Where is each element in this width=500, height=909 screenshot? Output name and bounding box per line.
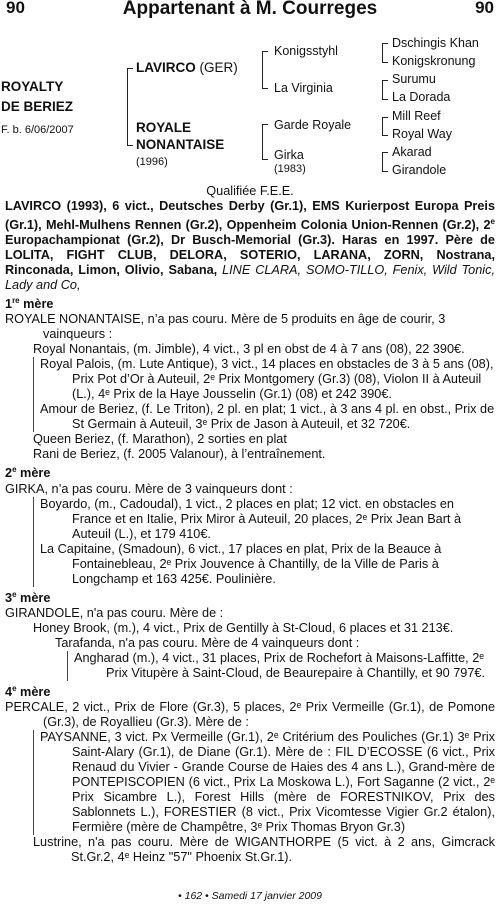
- produce-1: Royal Nonantais, (m. Jimble), 4 vict., 3 pl en obst de 4 à 7 ans (08), 22 390€.: [33, 342, 465, 357]
- bracket-dam-parents: [262, 124, 268, 160]
- first-dam-intro: ROYALE NONANTAISE, n’a pas couru. Mère de 5 produits en âge de courir, 3 vainqueurs :: [5, 312, 446, 342]
- m2-num: 2: [5, 466, 13, 481]
- bracket-sire-dam: [127, 68, 133, 146]
- sire-name: [136, 61, 238, 75]
- m4-item-1: PAYSANNE, 3 vict. Px Vermeille (Gr.1), 2ᵉ Critérium des Pouliches (Gr.1) 3ᵉ Prix Saint-Alary (Gr.1), de Diane (Gr.1). Mère de : FIL D’ECOSSE (6 vict., Prix Renaud du Vivier - Grande Course de Haies des 4 ans L.), Grand-mère de PONTEPISCOPIEN (6 vict., Prix La Moskowa L.), Fort Saganne (2 vict., 2ᵉ Prix Sicambre L.), Forest Hills (mère de FORESTNIKOV, Prix des Sablonnets L.), FORESTIER (8 vict., Prix Vicomtesse Vigier Gr.2 étalon), Fermière (mère de Champêtre, 3ᵉ Prix Thomas Bryon Gr.3): [40, 730, 495, 835]
- dam-name: [136, 119, 224, 153]
- bracket-ggp-3: [382, 117, 388, 136]
- m4-sup: e: [12, 683, 17, 693]
- footer: • 162 • Samedi 17 janvier 2009: [178, 890, 322, 902]
- m3-sup: e: [12, 589, 17, 599]
- m4-item-1-block: [33, 730, 495, 835]
- sire-description: [5, 199, 495, 293]
- m1-word: mère: [19, 297, 54, 312]
- m3-item-1: Honey Brook, (m.), 4 vict., Prix de Gentilly à St-Cloud, 6 places et 31 213€.: [33, 620, 454, 635]
- bracket-ggp-4: [382, 152, 388, 172]
- produce-3: Amour de Beriez, (f. Le Triton), 2 pl. en plat; 1 vict., à 3 ans 4 pl. en obst., Prix de St Germain à Auteuil, 3ᵉ Prix de Jason à Auteuil, et 32 720€.: [40, 402, 495, 432]
- m2-item-1: Boyardo, (m., Cadoudal), 1 vict., 2 places en plat; 12 vict. en obstacles en France et en Italie, Prix Miror à Auteuil, 20 places, 2ᵉ Prix Jean Bart à Auteuil (L.), et 179 410€.: [40, 496, 462, 541]
- m1-sup: re: [12, 296, 20, 306]
- fourth-dam-intro: PERCALE, 2 vict., Prix de Flore (Gr.3), 5 places, 2ᵉ Prix Vermeille (Gr.1), de Pomone (Gr.3), de Royallieu (Gr.3). Mère de :: [5, 700, 495, 730]
- m3-item-3: Angharad (m.), 4 vict., 31 places, Prix de Rochefort à Maisons-Laffitte, 2ᵉ Prix Vitupère à Saint-Cloud, de Beaurepaire à Chantilly, et 90 797€.: [74, 650, 485, 680]
- produce-5: Rani de Beriez, (f. 2005 Valanour), à l’entraînement.: [33, 447, 326, 462]
- m2-sup: e: [12, 465, 17, 475]
- ggp-4: La Dorada: [392, 90, 451, 104]
- third-dam-heading: [5, 587, 495, 606]
- horse-name-line1: ROYALTY: [1, 79, 64, 94]
- body-text: [5, 184, 495, 865]
- granddam-1: La Virginia: [274, 81, 333, 95]
- grandsire-2: Garde Royale: [274, 118, 352, 132]
- ggp-1: Dschingis Khan: [392, 36, 479, 50]
- dam-name-line2: NONANTAISE: [136, 137, 225, 152]
- ggp-7: Akarad: [392, 145, 432, 159]
- second-dam-intro: GIRKA, n’a pas couru. Mère de 3 vainqueurs dont :: [5, 481, 293, 496]
- m3-item-3-block: [67, 651, 495, 681]
- page-number-left: 90: [6, 0, 25, 17]
- qualification: Qualifiée F.E.E.: [206, 184, 294, 198]
- produce-3-block: [33, 402, 495, 432]
- horse-name-line2: DE BERIEZ: [1, 99, 74, 114]
- horse-info: F. b. 6/06/2007: [1, 124, 74, 136]
- second-dam-heading: [5, 462, 495, 481]
- sire-desc-c: LINE CLARA, SOMO-TILLO, Fenix, Wild Tonic, Lady and Co,: [5, 263, 495, 293]
- ggp-3: Surumu: [392, 72, 436, 86]
- m3-word: mère: [16, 590, 51, 605]
- m4-word: mère: [16, 685, 51, 700]
- horse-name: [1, 77, 73, 117]
- m1-num: 1: [5, 297, 13, 312]
- granddam-2-year: (1983): [274, 163, 306, 175]
- third-dam-intro: GIRANDOLE, n'a pas couru. Mère de :: [5, 605, 224, 620]
- m3-num: 3: [5, 590, 13, 605]
- m2-item-1-block: [33, 497, 495, 542]
- m3-item-2: Tarafanda, n'a pas couru. Mère de 4 vainqueurs dont :: [55, 635, 360, 650]
- ggp-5: Mill Reef: [392, 109, 441, 123]
- ggp-8: Girandole: [392, 163, 447, 177]
- ggp-2: Konigskronung: [392, 54, 476, 68]
- sire-label: LAVIRCO: [136, 60, 196, 75]
- dam-name-line1: ROYALE: [136, 120, 192, 135]
- page-title: Appartenant à M. Courreges: [122, 0, 378, 19]
- sire-desc-a: LAVIRCO (1993), 6 vict., Deutsches Derby (Gr.1), EMS Kurierpost Europa Preis (Gr.1), Mehl-Mulhens Rennen (Gr.2), Oppenheim Colonia Union-Rennen (Gr.2), 2: [5, 199, 495, 233]
- produce-4: Queen Beriez, (f. Marathon), 2 sorties en plat: [33, 432, 287, 447]
- m2-item-2: La Capitaine, (Smadoun), 6 vict., 17 places en plat, Prix de la Beauce à Fontainebleau, 2ᵉ Prix Jouvence à Chantilly, de la Ville de Paris à Longchamp et 163 425€. Poulinière.: [40, 541, 442, 586]
- m2-word: mère: [16, 466, 51, 481]
- fourth-dam-heading: [5, 681, 495, 700]
- produce-2: Royal Palois, (m. Lute Antique), 3 vict., 14 places en obstacles de 3 à 5 ans (08), Prix Pot d’Or à Auteuil, 2ᵉ Prix Montgomery (Gr.3) (08), Violon II à Auteuil (L.), 4ᵉ Prix de la Haye Jousselin (Gr.1) (08) et 242 390€.: [40, 357, 494, 402]
- granddam-2: Girka: [274, 148, 304, 162]
- bracket-sire-parents: [262, 51, 268, 89]
- sire-desc-b: Europachampionat (Gr.2), Dr Busch-Memorial (Gr.3). Haras en 1997. Père de LOLITA, FIGHT CLUB, DELORA, SOTERIO, LARANA, ZORN, Nostrana, Rinconada, Limon, Olivio, Sabana,: [5, 233, 495, 278]
- sire-origin: (GER): [199, 60, 238, 75]
- grandsire-1: Konigsstyhl: [274, 44, 338, 58]
- m4-num: 4: [5, 685, 13, 700]
- page-number-right: 90: [475, 0, 494, 17]
- first-dam-heading: [5, 293, 495, 312]
- bracket-ggp-2: [382, 80, 388, 100]
- m2-item-2-block: [33, 542, 495, 587]
- bracket-ggp-1: [382, 43, 388, 63]
- produce-2-block: [33, 357, 495, 402]
- sire-desc-sup: e: [490, 217, 495, 226]
- ggp-6: Royal Way: [392, 127, 452, 141]
- m4-item-2: Lustrine, n'a pas couru. Mère de WIGANTHORPE (5 vict. à 2 ans, Gimcrack St.Gr.2, 4ᵉ Heinz "57" Phoenix St.Gr.1).: [33, 835, 495, 865]
- dam-year: (1996): [136, 156, 168, 168]
